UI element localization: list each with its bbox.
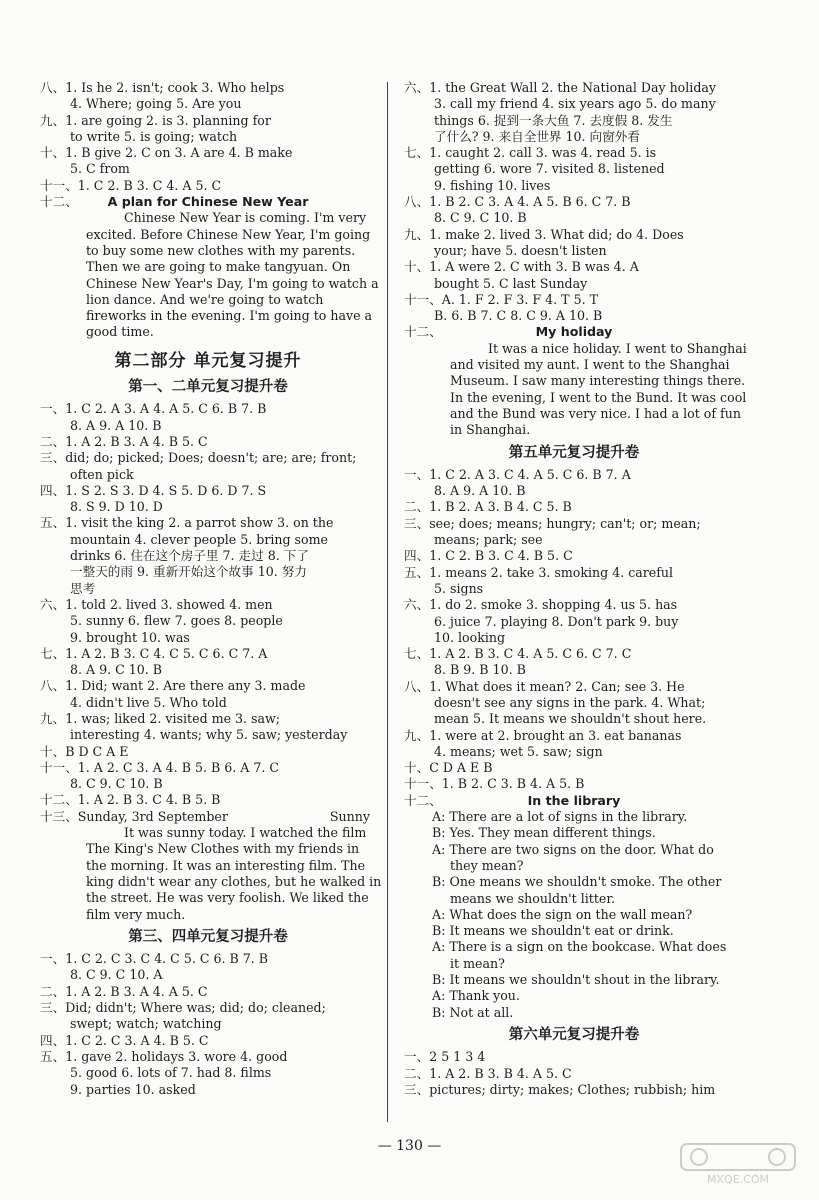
answer-line: 思考 xyxy=(70,580,96,596)
watermark-text: MXQE.COM xyxy=(707,1173,769,1186)
answer-line: 8. A 9. A 10. B xyxy=(434,483,526,499)
section-title: 第五单元复习提升卷 xyxy=(508,444,640,461)
answer-line: 5. signs xyxy=(434,580,484,596)
answer-line: 5. good 6. lots of 7. had 8. films xyxy=(70,1065,272,1081)
essay-line: The King's New Clothes with my friends in xyxy=(86,841,360,857)
column-divider xyxy=(387,82,388,1122)
answer-line: 四、1. C 2. C 3. A 4. B 5. C xyxy=(40,1032,209,1048)
answer-line: 六、1. do 2. smoke 3. shopping 4. us 5. has xyxy=(404,597,678,613)
answer-line: 五、1. visit the king 2. a parrot show 3. on the xyxy=(40,515,334,531)
dialogue-line: A: There are a lot of signs in the library. xyxy=(432,809,688,825)
essay-line: Museum. I saw many interesting things there. xyxy=(450,373,746,389)
answer-line: 8. B 9. B 10. B xyxy=(434,662,526,678)
answer-line: 8. C 9. C 10. A xyxy=(70,967,163,983)
answer-block xyxy=(40,401,376,808)
answer-line: often pick xyxy=(70,466,134,482)
essay-line: lion dance. And we're going to watch xyxy=(86,291,324,307)
dialogue-line: B: Yes. They mean different things. xyxy=(432,825,656,841)
question-number: 十二、 xyxy=(404,792,442,808)
left-column xyxy=(40,80,382,1120)
answer-line: 一、2 5 1 3 4 xyxy=(404,1049,486,1065)
dialogue-line: A: What does the sign on the wall mean? xyxy=(432,906,693,922)
answer-line: 十二、1. A 2. B 3. C 4. B 5. B xyxy=(40,792,221,808)
answer-line: 七、1. A 2. B 3. C 4. A 5. C 6. C 7. C xyxy=(404,646,632,662)
answer-line: 九、1. make 2. lived 3. What did; do 4. Does xyxy=(404,226,684,242)
diary-date: Sunday, 3rd September xyxy=(77,808,228,824)
dialogue-line: A: There are two signs on the door. What do xyxy=(432,841,714,857)
dialogue-line: B: It means we shouldn't eat or drink. xyxy=(432,923,674,939)
essay-line: in Shanghai. xyxy=(450,422,531,438)
answer-line: mountain 4. clever people 5. bring some xyxy=(70,531,328,547)
answer-line: 5. C from xyxy=(70,161,130,177)
answer-block xyxy=(404,1049,744,1098)
diary-entry xyxy=(40,808,382,923)
essay-line: Chinese New Year is coming. I'm very xyxy=(124,210,367,226)
dialogue-line: A: There is a sign on the bookcase. What does xyxy=(432,939,727,955)
answer-line: to write 5. is going; watch xyxy=(70,128,238,144)
section-title: 第一、二单元复习提升卷 xyxy=(128,379,288,396)
essay-line: king didn't wear any clothes, but he walked in xyxy=(86,873,382,889)
answer-line: 十、1. A were 2. C with 3. B was 4. A xyxy=(404,259,639,275)
dialogue-in-the-library xyxy=(404,793,744,1021)
answer-line: 二、1. A 2. B 3. B 4. A 5. C xyxy=(404,1065,572,1081)
answer-line: 9. fishing 10. lives xyxy=(434,177,551,193)
answer-line: doesn't see any signs in the park. 4. What; xyxy=(434,694,706,710)
answer-line: 七、1. caught 2. call 3. was 4. read 5. is xyxy=(404,145,657,161)
answer-line: 八、1. B 2. C 3. A 4. A 5. B 6. C 7. B xyxy=(404,194,631,210)
essay-title: A plan for Chinese New Year xyxy=(107,194,309,210)
answer-line: 9. brought 10. was xyxy=(70,629,190,645)
answer-line: bought 5. C last Sunday xyxy=(434,275,588,291)
question-number: 十二、 xyxy=(40,194,78,210)
answer-line: 4. didn't live 5. Who told xyxy=(70,694,227,710)
dialogue-line: B: Not at all. xyxy=(432,1004,514,1020)
essay-line: It was a nice holiday. I went to Shanghai xyxy=(488,340,747,356)
essay-line: Then we are going to make tangyuan. On xyxy=(86,259,351,275)
answer-line: 七、1. A 2. B 3. C 4. C 5. C 6. C 7. A xyxy=(40,645,268,661)
answer-line: your; have 5. doesn't listen xyxy=(434,242,607,258)
answer-block xyxy=(404,80,744,324)
answer-line: 一整天的雨 9. 重新开始这个故事 10. 努力 xyxy=(70,564,307,580)
answer-block xyxy=(40,80,376,194)
answer-line: 八、1. What does it mean? 2. Can; see 3. He xyxy=(404,678,685,694)
answer-line: 九、1. were at 2. brought an 3. eat bananas xyxy=(404,727,682,743)
dialogue-line: B: One means we shouldn't smoke. The other xyxy=(432,874,722,890)
essay-line: the street. He was very foolish. We liked the xyxy=(86,890,369,906)
dialogue-line: means we shouldn't litter. xyxy=(450,890,615,906)
answer-line: 八、1. Did; want 2. Are there any 3. made xyxy=(40,678,306,694)
essay-line: and visited my aunt. I went to the Shanghai xyxy=(450,357,730,373)
answer-line: 九、1. was; liked 2. visited me 3. saw; xyxy=(40,710,281,726)
answer-line: 三、pictures; dirty; makes; Clothes; rubbish; him xyxy=(404,1081,716,1097)
dialogue-line: they mean? xyxy=(450,857,524,873)
essay-line: the morning. It was an interesting film. The xyxy=(86,857,366,873)
answer-line: 十、B D C A E xyxy=(40,743,129,759)
answer-line: 二、1. A 2. B 3. A 4. B 5. C xyxy=(40,433,208,449)
essay-chinese-new-year xyxy=(40,194,379,341)
answer-line: 六、1. told 2. lived 3. showed 4. men xyxy=(40,596,273,612)
answer-line: 3. call my friend 4. six years ago 5. do many xyxy=(434,96,716,112)
answer-line: things 6. 捉到一条大鱼 7. 去度假 8. 发生 xyxy=(434,112,673,128)
essay-line: to buy some new clothes with my parents. xyxy=(86,242,356,258)
answer-line: 五、1. means 2. take 3. smoking 4. careful xyxy=(404,564,674,580)
essay-line: Chinese New Year's Day, I'm going to watch a xyxy=(86,275,379,291)
answer-line: 四、1. S 2. S 3. D 4. S 5. D 6. D 7. S xyxy=(40,482,267,498)
answer-line: 十一、1. B 2. C 3. B 4. A 5. B xyxy=(404,776,585,792)
diary-weather: Sunny xyxy=(329,808,370,824)
answer-line: 8. S 9. D 10. D xyxy=(70,499,163,515)
section-title: 第三、四单元复习提升卷 xyxy=(128,928,288,945)
essay-line: film very much. xyxy=(86,906,186,922)
answer-line: mean 5. It means we shouldn't shout here. xyxy=(434,711,707,727)
essay-my-holiday xyxy=(404,324,747,438)
answer-line: 8. A 9. A 10. B xyxy=(70,417,162,433)
essay-line: fireworks in the evening. I'm going to have a xyxy=(86,308,373,324)
answer-line: interesting 4. wants; why 5. saw; yesterday xyxy=(70,727,348,743)
answer-line: drinks 6. 住在这个房子里 7. 走过 8. 下了 xyxy=(70,548,309,564)
answer-line: 九、1. are going 2. is 3. planning for xyxy=(40,112,271,128)
dialogue-title: In the library xyxy=(527,792,621,808)
answer-line: 六、1. the Great Wall 2. the National Day holiday xyxy=(404,80,717,95)
answer-line: 三、see; does; means; hungry; can't; or; mean; xyxy=(404,515,701,531)
answer-line: 一、1. C 2. A 3. C 4. A 5. C 6. B 7. A xyxy=(404,466,631,482)
answer-line: 三、did; do; picked; Does; doesn't; are; are; front; xyxy=(40,450,357,466)
dialogue-line: A: Thank you. xyxy=(432,988,520,1004)
answer-line: 6. juice 7. playing 8. Don't park 9. buy xyxy=(434,613,679,629)
answer-line: 八、1. Is he 2. isn't; cook 3. Who helps xyxy=(40,80,285,95)
dialogue-line: B: It means we shouldn't shout in the library. xyxy=(432,972,720,988)
answer-line: means; park; see xyxy=(434,532,543,548)
answer-line: 8. C 9. C 10. B xyxy=(70,776,163,792)
right-column xyxy=(404,80,747,1120)
answer-line: 8. C 9. C 10. B xyxy=(434,210,527,226)
answer-line: 五、1. gave 2. holidays 3. wore 4. good xyxy=(40,1048,288,1064)
answer-line: 十、C D A E B xyxy=(404,760,493,776)
answer-line: 二、1. B 2. A 3. B 4. C 5. B xyxy=(404,499,572,515)
essay-line: and the Bund was very nice. I had a lot of fun xyxy=(450,405,741,421)
answer-line: 了什么? 9. 来自全世界 10. 向窗外看 xyxy=(434,128,640,144)
answer-line: 9. parties 10. asked xyxy=(70,1081,196,1097)
answer-line: swept; watch; watching xyxy=(70,1016,222,1032)
answer-line: 十一、1. C 2. B 3. C 4. A 5. C xyxy=(40,177,222,193)
page-number: — 130 — xyxy=(377,1138,442,1154)
answer-line: 10. looking xyxy=(434,629,506,645)
answer-block xyxy=(404,467,744,793)
part-title: 第二部分 单元复习提升 xyxy=(114,350,302,371)
question-number: 十三、 xyxy=(40,808,78,824)
essay-line: excited. Before Chinese New Year, I'm going xyxy=(86,226,371,242)
answer-line: 4. means; wet 5. saw; sign xyxy=(434,743,603,759)
question-number: 十二、 xyxy=(404,324,442,340)
answer-line: 十、1. B give 2. C on 3. A are 4. B make xyxy=(40,145,293,161)
watermark-logo xyxy=(679,1142,797,1186)
essay-line: It was sunny today. I watched the film xyxy=(124,825,367,841)
answer-line: 二、1. A 2. B 3. A 4. A 5. C xyxy=(40,983,208,999)
answer-line: 十一、A. 1. F 2. F 3. F 4. T 5. T xyxy=(404,291,599,307)
answer-line: 三、Did; didn't; Where was; did; do; cleaned; xyxy=(40,1000,326,1016)
answer-block xyxy=(40,951,376,1098)
answer-line: B. 6. B 7. C 8. C 9. A 10. B xyxy=(434,308,603,324)
answer-line: 5. sunny 6. flew 7. goes 8. people xyxy=(70,613,283,629)
essay-title: My holiday xyxy=(535,324,613,340)
answer-line: 十一、1. A 2. C 3. A 4. B 5. B 6. A 7. C xyxy=(40,759,279,775)
answer-line: 一、1. C 2. C 3. C 4. C 5. C 6. B 7. B xyxy=(40,951,269,967)
essay-line: good time. xyxy=(86,324,154,340)
answer-line: 一、1. C 2. A 3. A 4. A 5. C 6. B 7. B xyxy=(40,401,267,417)
essay-line: In the evening, I went to the Bund. It was cool xyxy=(450,389,747,405)
section-title: 第六单元复习提升卷 xyxy=(508,1026,640,1043)
answer-line: 4. Where; going 5. Are you xyxy=(70,96,242,112)
answer-line: getting 6. wore 7. visited 8. listened xyxy=(434,161,665,177)
answer-line: 8. A 9. C 10. B xyxy=(70,662,163,678)
dialogue-line: it mean? xyxy=(450,955,505,971)
answer-line: 四、1. C 2. B 3. C 4. B 5. C xyxy=(404,548,573,564)
